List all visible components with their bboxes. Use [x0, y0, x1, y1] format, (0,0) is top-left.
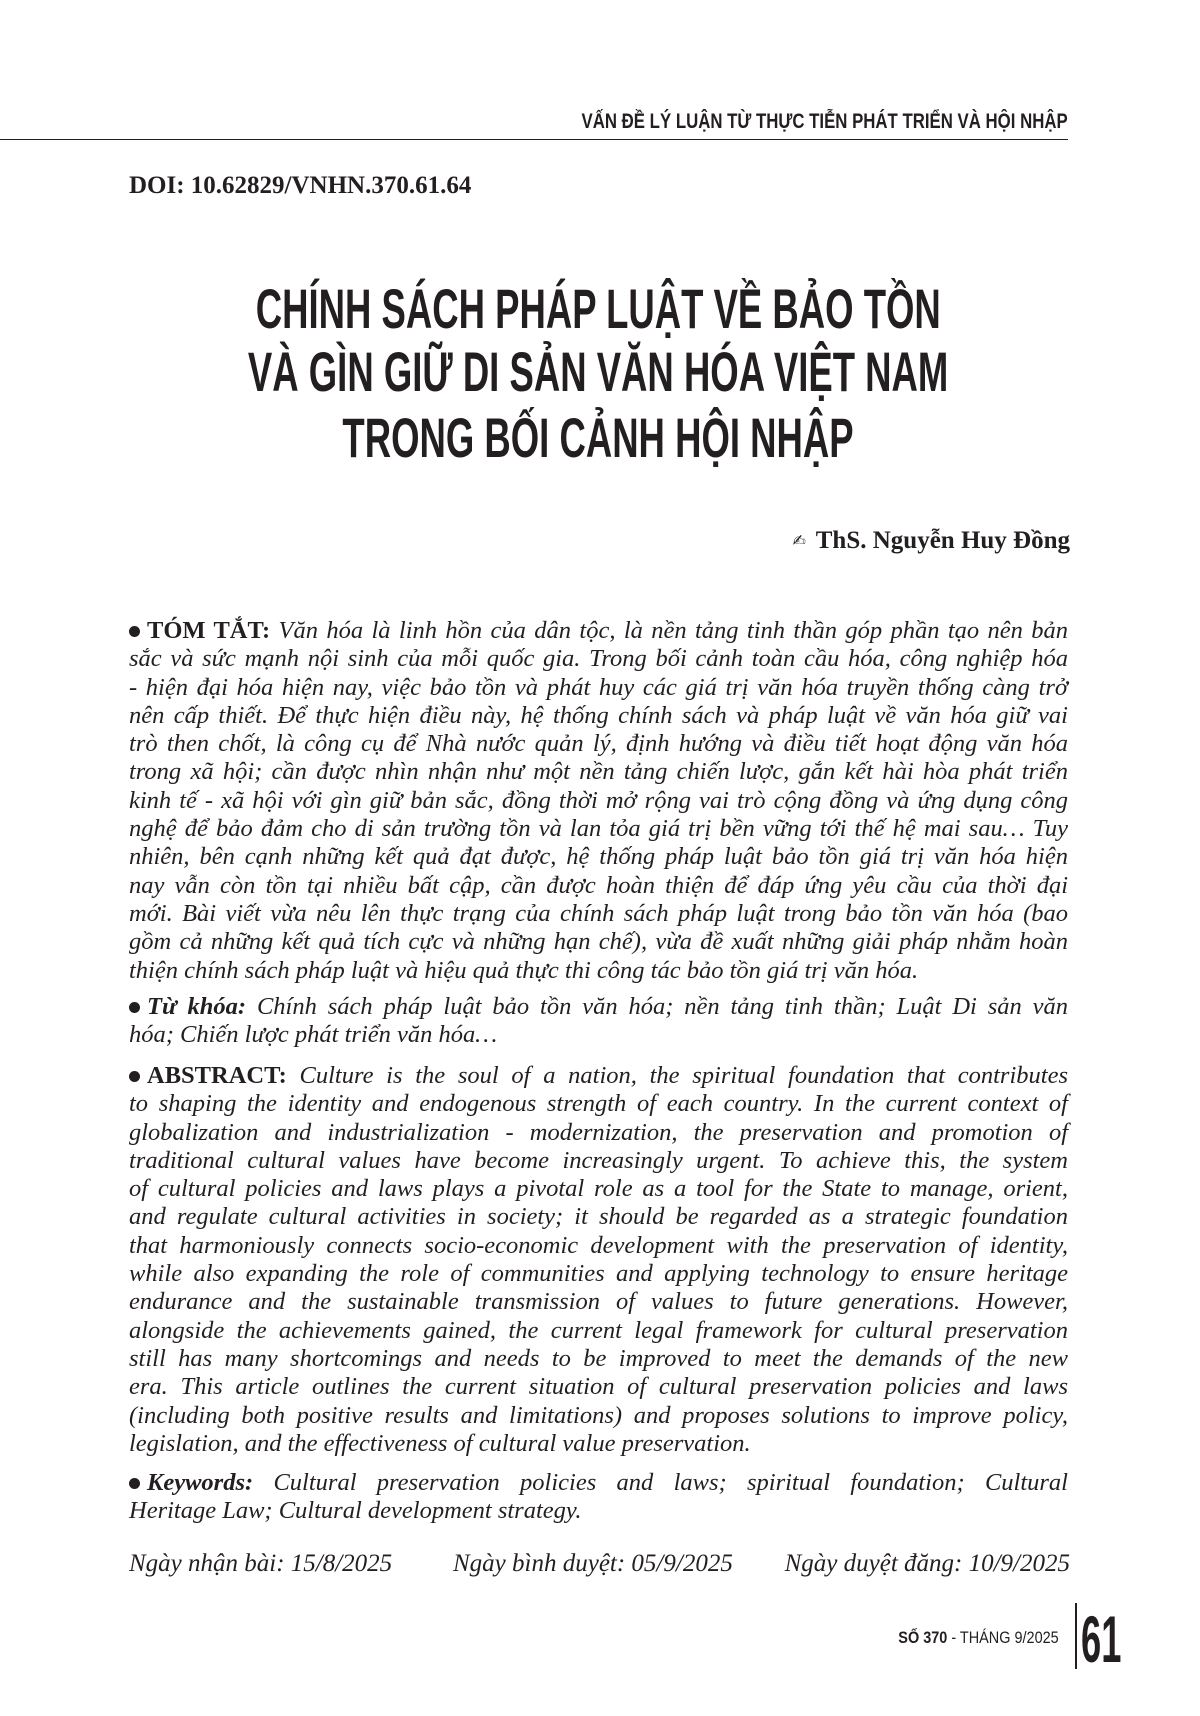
bullet-icon [129, 626, 140, 637]
abstract-line: still has many shortcomings and needs to be improved to meet the demands of the new [129, 1344, 1068, 1372]
abstract-line: endurance and the sustainable transmission of values to future generations. However, [129, 1288, 1068, 1316]
bullet-icon [129, 1071, 140, 1082]
keywords-text: Cultural preservation policies and laws; spiritual foundation; Cultural [273, 1469, 1068, 1496]
issue-number: SỐ 370 [898, 1628, 948, 1647]
summary-label: TÓM TẮT: [147, 617, 271, 644]
keywords-line: hóa; Chiến lược phát triển văn hóa… [129, 1021, 498, 1049]
summary-line: nên cấp thiết. Để thực hiện điều này, hệ thống chính sách và pháp luật về văn hóa giữ vai [129, 701, 1068, 729]
summary-text: Văn hóa là linh hồn của dân tộc, là nền tảng tinh thần góp phần tạo nên bản [278, 617, 1068, 644]
article-title-line [0, 406, 1196, 469]
keywords-line: Heritage Law; Cultural development strategy. [129, 1497, 582, 1525]
abstract-line: era. This article outlines the current situation of cultural preservation policies and laws [129, 1373, 1068, 1401]
abstract-line: while also expanding the role of communities and applying technology to ensure heritage [129, 1260, 1068, 1288]
keywords-label: Từ khóa: [147, 993, 247, 1020]
author-byline [792, 527, 1070, 555]
bullet-icon [129, 1002, 140, 1013]
summary-line: - hiện đại hóa hiện nay, việc bảo tồn và phát huy các giá trị văn hóa truyền thống càng trở [129, 673, 1068, 701]
article-title-line [0, 340, 1196, 403]
summary-line: nghệ để bảo đảm cho di sản trường tồn và lan tỏa giá trị bền vững tới thế hệ mai sau… Tuy [129, 815, 1068, 843]
bullet-icon [129, 1478, 140, 1489]
article-title-line [0, 277, 1196, 340]
date-reviewed: Ngày bình duyệt: 05/9/2025 [453, 1550, 733, 1577]
abstract-line: globalization and industrialization - modernization, the preservation and promotion of [129, 1118, 1068, 1146]
keywords-en [129, 1469, 1068, 1526]
abstract-line [129, 1062, 1068, 1090]
summary-line: thiện chính sách pháp luật và hiệu quả thực thi công tác bảo tồn giá trị văn hóa. [129, 956, 919, 984]
summary-line: mới. Bài viết vừa nêu lên thực trạng của chính sách pháp luật trong bảo tồn văn hóa (bao [129, 899, 1068, 927]
abstract-text: Culture is the soul of a nation, the spiritual foundation that contributes [299, 1062, 1068, 1089]
article-title-text: VÀ GÌN GIỮ DI SẢN VĂN HÓA VIỆT NAM [247, 340, 949, 403]
summary-vi [129, 617, 1068, 985]
article-title-text: CHÍNH SÁCH PHÁP LUẬT VỀ BẢO TỒN [255, 277, 941, 340]
date-received: Ngày nhận bài: 15/8/2025 [129, 1550, 393, 1577]
keywords-line [129, 993, 1068, 1021]
abstract-line: traditional cultural values have become increasingly urgent. To achieve this, the system [129, 1146, 1068, 1174]
issue-info [899, 1628, 1059, 1648]
summary-line: kinh tế - xã hội với gìn giữ bản sắc, đồng thời mở rộng vai trò cộng đồng và ứng dụng công [129, 786, 1068, 814]
keywords-label: Keywords: [147, 1469, 254, 1496]
abstract-line: legislation, and the effectiveness of cultural value preservation. [129, 1429, 751, 1457]
header-rule [0, 139, 1068, 140]
summary-line: nhiên, bên cạnh những kết quả đạt được, hệ thống pháp luật bảo tồn giá trị văn hóa hiện [129, 843, 1068, 871]
summary-line: nay vẫn còn tồn tại nhiều bất cập, cần được hoàn thiện để đáp ứng yêu cầu của thời đại [129, 871, 1068, 899]
doi-link[interactable]: DOI: 10.62829/VNHN.370.61.64 [129, 172, 472, 199]
issue-month: - THÁNG 9/2025 [951, 1628, 1059, 1647]
abstract-line: that harmoniously connects socio-economic development with the preservation of identity, [129, 1231, 1068, 1259]
abstract-line: and regulate cultural activities in society; it should be regarded as a strategic foundation [129, 1203, 1068, 1231]
section-header: VẤN ĐỀ LÝ LUẬN TỪ THỰC TIỄN PHÁT TRIỂN VÀ HỘI NHẬP [581, 110, 1068, 133]
abstract-line: alongside the achievements gained, the current legal framework for cultural preservation [129, 1316, 1068, 1344]
date-accepted: Ngày duyệt đăng: 10/9/2025 [784, 1550, 1070, 1577]
pen-icon [792, 527, 815, 554]
abstract-line: (including both positive results and limitations) and proposes solutions to improve policy, [129, 1401, 1068, 1429]
summary-line: trong xã hội; cần được nhìn nhận như một nền tảng chiến lược, gắn kết hài hòa phát triển [129, 758, 1068, 786]
summary-line [129, 617, 1068, 645]
abstract-line: of cultural policies and laws plays a pivotal role as a tool for the State to manage, orient, [129, 1175, 1068, 1203]
keywords-line [129, 1469, 1068, 1497]
summary-line: trò then chốt, là công cụ để Nhà nước quản lý, định hướng và điều tiết hoạt động văn hóa [129, 730, 1068, 758]
page-number: 61 [1081, 1602, 1122, 1676]
author-name: ThS. Nguyễn Huy Đồng [815, 527, 1070, 554]
summary-line: gồm cả những kết quả tích cực và những hạn chế), vừa đề xuất những giải pháp nhằm hoàn [129, 928, 1068, 956]
article-title-text: TRONG BỐI CẢNH HỘI NHẬP [342, 406, 854, 469]
abstract-en [129, 1062, 1068, 1458]
summary-line: sắc và sức mạnh nội sinh của mỗi quốc gia. Trong bối cảnh toàn cầu hóa, công nghiệp hóa [129, 645, 1068, 673]
footer-divider [1075, 1603, 1077, 1669]
keywords-vi [129, 993, 1068, 1050]
keywords-text: Chính sách pháp luật bảo tồn văn hóa; nền tảng tinh thần; Luật Di sản văn [256, 993, 1068, 1020]
abstract-line: to shaping the identity and endogenous strength of each country. In the current context of [129, 1090, 1068, 1118]
abstract-label: ABSTRACT: [147, 1062, 287, 1089]
